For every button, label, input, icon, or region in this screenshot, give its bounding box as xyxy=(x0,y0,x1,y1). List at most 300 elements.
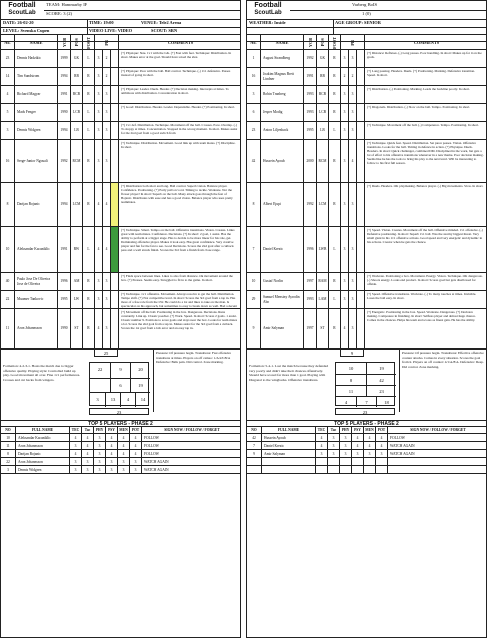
away-team-report-sheet xyxy=(246,0,487,638)
player-pos-cell xyxy=(316,140,328,182)
top5-score-cell xyxy=(363,466,375,473)
player-yob-cell xyxy=(57,86,70,103)
player-r2-cell xyxy=(102,291,110,308)
player-name-cell xyxy=(260,104,303,121)
player-yob: 1994 xyxy=(60,74,68,79)
column-header-comments xyxy=(118,35,242,50)
player-pos: RCB xyxy=(72,92,81,97)
player-name: Paulo Jose De Oliveira Jose de Oliveira xyxy=(17,277,51,286)
player-no: 7 xyxy=(252,247,255,252)
top5-score-cell xyxy=(69,442,81,449)
top5-score-cell xyxy=(351,466,363,473)
player-comment: (+) Technique. 1v1 offensive. Movement. Always resolve to get the ball. Distribution. Tempo shift. (+) Not competitive level. In short: Scores the 3rd goal from a tap in. Has more of a free role from the LW. He could do a lot and likes to take on the man. Is spectacular on his approach, but sometimes to easy to break down as well. Had a decent xyxy=(121,292,237,308)
top5-action-cell xyxy=(141,466,240,473)
top5-score: 3 xyxy=(110,459,113,464)
rating-highlight xyxy=(356,309,364,348)
player-name: Aron Johannsson xyxy=(17,326,42,331)
rating-grid-cell xyxy=(366,363,396,374)
column-header-text: NAME xyxy=(275,40,289,45)
player-yob: 1996 xyxy=(306,247,314,252)
column-header-text: PR xyxy=(104,39,109,46)
player-pos-cell xyxy=(316,227,328,272)
top5-score: 3 xyxy=(98,435,101,440)
rating-highlight xyxy=(110,50,118,67)
rating-highlight xyxy=(110,86,118,103)
player-foot: R xyxy=(87,158,90,163)
player-no: 6 xyxy=(252,110,255,115)
player-pos-cell xyxy=(316,183,328,226)
top5-score: 4 xyxy=(134,451,137,456)
player-comment-cell xyxy=(118,122,240,139)
player-yob: 1992 xyxy=(60,158,68,163)
player-foot-cell xyxy=(82,86,94,103)
top5-score-cell xyxy=(117,450,129,457)
top5-score: 3 xyxy=(74,443,77,448)
rating-grid-value: 13 xyxy=(110,397,116,403)
player-no: 16 xyxy=(5,158,10,163)
player-no-cell xyxy=(247,273,260,290)
top5-score: 3 xyxy=(98,467,101,472)
top5-score-cell xyxy=(105,434,117,441)
player-foot-cell xyxy=(328,227,340,272)
top5-score-cell xyxy=(105,466,117,473)
player-table-header xyxy=(247,34,486,50)
player-pos-cell xyxy=(70,273,82,290)
top5-score: 4 xyxy=(320,435,323,440)
player-foot-cell xyxy=(328,309,340,348)
rating-highlight xyxy=(356,122,364,139)
top5-column-label: FULL NAME xyxy=(31,428,54,432)
player-name: Amir Salyman xyxy=(263,326,285,331)
player-name-cell xyxy=(14,227,57,272)
rating-grid-cell xyxy=(110,378,130,393)
top5-score-cell xyxy=(339,466,351,473)
player-foot: R xyxy=(333,92,336,97)
player-r2-cell xyxy=(102,227,110,272)
top5-score-cell xyxy=(129,434,141,441)
top5-title xyxy=(1,420,240,427)
player-foot: R xyxy=(333,279,336,284)
top5-score-cell xyxy=(375,458,387,465)
column-header-text: No. xyxy=(250,40,257,45)
date-label: DATE: 26-02-20 xyxy=(3,20,34,25)
player-name: Tim Sundstrom xyxy=(17,74,40,79)
player-r1-cell xyxy=(94,122,102,139)
player-comment-cell xyxy=(118,273,240,290)
player-r1-cell xyxy=(340,273,348,290)
player-pos: LCM xyxy=(72,202,81,207)
player-r1-cell xyxy=(340,291,348,308)
rating-grid-cell xyxy=(105,392,120,407)
column-header-yob xyxy=(303,35,316,50)
top5-column-label: MEN xyxy=(119,428,128,432)
top5-score-cell xyxy=(129,466,141,473)
top5-score: 4 xyxy=(134,443,137,448)
player-no-cell xyxy=(247,104,260,121)
top5-column-label: Tac xyxy=(84,428,91,432)
top5-score: 3 xyxy=(98,443,101,448)
player-name-cell xyxy=(14,140,57,182)
player-foot-cell xyxy=(82,291,94,308)
player-r1-cell xyxy=(340,140,348,182)
player-no-cell xyxy=(1,183,14,226)
top5-name-cell xyxy=(15,442,69,449)
rating-grid-value: 19 xyxy=(138,382,143,388)
pressing-notes xyxy=(399,350,487,412)
player-yob: 1994 xyxy=(60,202,68,207)
player-foot: L xyxy=(87,247,90,252)
top5-action-cell xyxy=(141,434,240,441)
rating-grid-cell xyxy=(130,363,150,378)
top5-score-cell xyxy=(375,466,387,473)
video-label: VIDEO LIVE: VIDEO xyxy=(89,28,133,33)
player-no: 1 xyxy=(252,56,255,61)
rating-highlight xyxy=(110,309,118,348)
top5-no-cell xyxy=(1,458,15,465)
rating-grid-value: 14 xyxy=(140,397,146,403)
player-foot-cell xyxy=(328,50,340,67)
top5-score: 3 xyxy=(344,443,347,448)
player-r1-cell xyxy=(94,50,102,67)
player-yob: 1990 xyxy=(60,326,68,331)
top5-column-header xyxy=(15,427,69,433)
player-r2: 2 xyxy=(105,74,108,79)
top5-row xyxy=(1,466,240,474)
player-r2-cell xyxy=(348,140,356,182)
top5-score-cell xyxy=(69,434,81,441)
rating-highlight xyxy=(110,68,118,85)
top5-score-cell xyxy=(315,442,327,449)
player-r2: 3 xyxy=(105,326,108,331)
top5-column-label: POT xyxy=(131,428,140,432)
column-header-text: POS xyxy=(320,38,325,47)
top5-no: 9 xyxy=(253,451,255,456)
formation-text: Formation: 4-2-3-1. Hosts the match due to bigger offensive quality. Playing style: Controlled build up play. Good movement all over. Fine 1v1 performances. Crosses and cut backs from wingers. xyxy=(3,364,81,382)
player-foot: R xyxy=(87,74,90,79)
top5-score-cell xyxy=(363,442,375,449)
player-no: 11 xyxy=(5,326,10,331)
rating-grid-value: 19 xyxy=(379,366,384,371)
top5-column-header xyxy=(81,427,93,433)
player-comment: (+) Workrate. Positioning a box. Movement. Energy. Vision. Technique. OK dangerous. (-) Shoots energy. Looks end product. In short: Scores goal but gets disallowed for offside. xyxy=(367,274,483,287)
player-no-cell xyxy=(247,227,260,272)
player-foot: R xyxy=(333,74,336,79)
player-r1-cell xyxy=(94,86,102,103)
player-r1-cell xyxy=(340,309,348,348)
top5-action: WATCH AGAIN xyxy=(144,459,169,464)
rating-grid-value: 8 xyxy=(349,378,353,383)
top5-score-cell xyxy=(327,442,339,449)
player-r2-cell xyxy=(348,183,356,226)
player-no-cell xyxy=(1,104,14,121)
player-pos: RW xyxy=(73,247,80,252)
pressing-text: Pressure: Of pressure begin. Transitions: Effective offensive counter attacks. Comes in every situation. Scores the goal from it. Players on off counter: 4/1/A/8/A. Defensive: Deep. Did control. Zone marking. xyxy=(402,351,484,369)
top5-no-cell xyxy=(247,466,261,473)
player-yob-cell xyxy=(57,68,70,85)
player-no: 9 xyxy=(252,326,255,331)
top5-score: 4 xyxy=(134,435,137,440)
rating-grid-cell xyxy=(135,392,150,407)
top5-column-header xyxy=(363,427,375,433)
rating-highlight xyxy=(356,273,364,290)
top5-name-cell xyxy=(261,434,315,441)
player-foot-cell xyxy=(328,183,340,226)
player-no: 3 xyxy=(252,92,255,97)
player-foot: R xyxy=(87,202,90,207)
rating-highlight xyxy=(110,104,118,121)
player-name-cell xyxy=(14,86,57,103)
top5-score: 3 xyxy=(344,451,347,456)
top5-column-label: SIGN NOW / FOLLOW / FORGET xyxy=(164,428,220,432)
player-r1: 4 xyxy=(97,202,100,207)
top5-name: Aron Johannsson xyxy=(18,459,43,464)
top5-row xyxy=(1,434,240,442)
top5-score: 3 xyxy=(74,467,77,472)
player-r1: 3 xyxy=(343,158,346,163)
top5-column-label: PSY xyxy=(108,428,115,432)
player-name: Dennis Hadzikic xyxy=(17,56,42,61)
top5-no: 10 xyxy=(6,435,10,440)
top5-column-header xyxy=(339,427,351,433)
player-no-cell xyxy=(1,86,14,103)
player-r1-cell xyxy=(94,227,102,272)
player-foot-cell xyxy=(82,104,94,121)
column-header-text: NAME xyxy=(29,40,43,45)
rating-highlight xyxy=(110,140,118,182)
player-name: Hussein Ayoub xyxy=(263,158,285,163)
player-pos-cell xyxy=(70,86,82,103)
top5-no: 3 xyxy=(7,467,9,472)
player-no: 10 xyxy=(251,279,256,284)
player-comment-cell xyxy=(364,86,486,103)
rating-total xyxy=(335,408,395,415)
top5-score: 3 xyxy=(86,467,89,472)
player-comment-cell xyxy=(118,104,240,121)
player-comment: (+) Speed. Offensive transitions. Workrate. (-) To many touches at times. Invisible. Loses the ball easy. In short. xyxy=(367,292,477,301)
player-foot-cell xyxy=(82,273,94,290)
top5-score-cell xyxy=(117,434,129,441)
player-comment-cell xyxy=(364,183,486,226)
player-foot: L xyxy=(87,110,90,115)
player-no-cell xyxy=(247,122,260,139)
player-comment: (+) Speed. Vision. Creates. Movement off the ball. Offensive minded. 1v1 offensive. (-) Defensive positioning. In short: Superb 1v1 ball. Was the stormy biggest threat. Very small giant in his 1v1 offensive actions. Good speed and very energetic and dynamic in his actions. Creator when he gets the chance. xyxy=(367,228,483,245)
player-yob: 1995 xyxy=(60,297,68,302)
column-header-text: COMMENTS xyxy=(167,40,194,45)
player-name-cell xyxy=(260,183,303,226)
player-r1: 4 xyxy=(343,326,346,331)
top5-header xyxy=(247,427,486,434)
player-yob-cell xyxy=(303,122,316,139)
player-r2-cell xyxy=(348,291,356,308)
top5-score-cell xyxy=(339,458,351,465)
top5-score-cell xyxy=(117,442,129,449)
player-r1: 3 xyxy=(97,158,100,163)
top5-score: 4 xyxy=(122,443,125,448)
top5-no-cell xyxy=(247,442,261,449)
top5-score: 4 xyxy=(368,435,371,440)
player-foot-cell xyxy=(328,68,340,85)
player-r1-cell xyxy=(94,140,102,182)
player-foot: R xyxy=(333,110,336,115)
player-comment: (+) Physique: Size. 1v1 with the GK. (+) Feet with feet. Technique: Distribution. In short. Makes error at the goal. Should have saved the shot. xyxy=(121,51,232,60)
top5-score-cell xyxy=(117,458,129,465)
player-pos-cell xyxy=(70,227,82,272)
player-r1-cell xyxy=(94,68,102,85)
player-foot: L xyxy=(87,128,90,133)
player-r1-cell xyxy=(94,104,102,121)
player-row xyxy=(1,309,240,349)
player-r1: 2 xyxy=(343,74,346,79)
rating-highlight xyxy=(356,68,364,85)
player-r2: 3 xyxy=(351,297,354,302)
player-pos: RB xyxy=(74,74,79,79)
top5-score-cell xyxy=(93,450,105,457)
player-comment-cell xyxy=(364,291,486,308)
rating-grid-value: 7 xyxy=(365,400,368,405)
player-yob-cell xyxy=(57,309,70,348)
top5-score-cell xyxy=(363,450,375,457)
top5-score: 3 xyxy=(332,443,335,448)
top5-score-cell xyxy=(315,466,327,473)
top5-name: Dennis Widgren xyxy=(18,467,42,472)
top5-score-cell xyxy=(69,466,81,473)
top5-action-cell xyxy=(141,458,240,465)
player-r1-cell xyxy=(340,227,348,272)
player-name: Anton Liljenback xyxy=(263,128,289,133)
rating-highlight xyxy=(110,122,118,139)
top5-action-cell xyxy=(387,466,486,473)
top5-score: 4 xyxy=(122,451,125,456)
player-comment: (+) Movement off the ball. Positioning in the box. Dangerous. Decisions. Runs constantly. Link up. Classic poacher. (+) Work. Speed. In short: Scores 2 goals. 1 assist. Classic number 9. Positions to score goals and stays near the box. Looks for team mates a lot. Scores the 2nd goal from a tap in. Makes assist for the 3rd goal from a cutback. Scores the 1st goal from a GK error and an easy tap in. xyxy=(121,310,238,331)
rating-highlight xyxy=(110,183,118,226)
top5-row xyxy=(1,458,240,466)
top5-column-label: FULL NAME xyxy=(277,428,300,432)
rating-highlight xyxy=(110,227,118,272)
top5-score-cell xyxy=(351,458,363,465)
player-name: Gustaf Norlin xyxy=(263,279,283,284)
top5-score-cell xyxy=(363,458,375,465)
top5-name-cell xyxy=(261,466,315,473)
player-comment: (+) Technique. Movement off the ball. (-) Competence. Tempo. Positioning. In short. xyxy=(367,123,479,127)
player-pos-cell xyxy=(70,104,82,121)
top5-action-cell xyxy=(387,458,486,465)
player-r1-cell xyxy=(94,291,102,308)
match-info-grid xyxy=(290,1,486,19)
player-r2-cell xyxy=(102,140,110,182)
rating-grid-value: 20 xyxy=(138,367,143,372)
player-yob-cell xyxy=(303,309,316,348)
column-header-pos xyxy=(70,35,82,50)
player-name-cell xyxy=(14,50,57,67)
top5-score: 4 xyxy=(74,451,77,456)
top5-no: 11 xyxy=(6,443,10,448)
player-comment-cell xyxy=(118,140,240,182)
top5-header xyxy=(1,427,240,434)
player-r1-cell xyxy=(340,183,348,226)
top5-action-cell xyxy=(387,442,486,449)
player-no-cell xyxy=(247,86,260,103)
player-foot: R xyxy=(87,92,90,97)
player-name-cell xyxy=(260,227,303,272)
player-name-cell xyxy=(260,140,303,182)
top5-no-cell xyxy=(1,442,15,449)
column-header-foot xyxy=(82,35,94,50)
top5-score: 3 xyxy=(122,459,125,464)
player-no-cell xyxy=(1,50,14,67)
player-name: Robin Tranberg xyxy=(263,92,286,97)
top5-score: 4 xyxy=(110,451,113,456)
player-no-cell xyxy=(1,227,14,272)
top5-column-header xyxy=(387,427,487,433)
player-yob: 1997 xyxy=(306,279,314,284)
player-r2: 3 xyxy=(351,247,354,252)
top5-score-cell xyxy=(81,434,93,441)
player-comment: (+) Good: Distribution. Header. Leader. Dependable. Header. (+) Positioning. In short. xyxy=(121,105,236,109)
player-no: 42 xyxy=(251,158,256,163)
top5-column-label: PHY xyxy=(341,428,350,432)
player-yob-cell xyxy=(57,227,70,272)
player-r2-cell xyxy=(348,273,356,290)
rating-grid-value: 6 xyxy=(119,382,122,388)
player-no-cell xyxy=(247,183,260,226)
top5-score-cell xyxy=(105,458,117,465)
player-yob-cell xyxy=(57,291,70,308)
player-no: 23 xyxy=(5,56,10,61)
player-comment: (+) Distribution both short and long. Ball control. Superb vision. Balance player. Confidence. Positioning. (+) Early pull on vord. Timing to tackle. Workrate. Not the flower player! In short: Superb on the ball. Many attack goes through the feet of Bojanic. Distributes with ease and has a good vision. Balance player who uses pretty teammates. xyxy=(121,184,233,205)
player-row xyxy=(247,122,486,140)
player-foot-cell xyxy=(82,50,94,67)
rating-grid-cell xyxy=(90,378,110,393)
player-foot-cell xyxy=(328,104,340,121)
player-r2: 3 xyxy=(351,92,354,97)
player-foot-cell xyxy=(328,122,340,139)
player-r1-cell xyxy=(340,68,348,85)
top5-column-header xyxy=(315,427,327,433)
player-r1: 3 xyxy=(97,110,100,115)
player-comment: (+) Distance: Reflexes. (-) Long passes. Poor handling. In short: Makes up for it on the goals. xyxy=(367,51,482,60)
player-r2: 3 xyxy=(105,158,108,163)
player-r1: 3 xyxy=(97,297,100,302)
player-pos-cell xyxy=(70,140,82,182)
player-name: Albert Ejupi xyxy=(263,202,281,207)
player-comment: (+) Technique. Quick feet. Speed. Distribution. Set piece passes. Vision. Offensive transitions. Looks for the ball. Timing in defence in action. (+) Physique. Duels. Headers. In short: Quick challenger, combined DM. Disciplined in the work, but gets a lot of effort to his offensive transitions whenever in a new theme. Poor decision making. Seems like he has the tools to bring his play to the next level. Will be interesting to follow to his first full season. xyxy=(367,141,484,166)
player-yob-cell xyxy=(303,227,316,272)
top5-score: 4 xyxy=(356,435,359,440)
player-r2: 3 xyxy=(105,128,108,133)
player-r1: 4 xyxy=(97,247,100,252)
top5-column-header xyxy=(93,427,105,433)
player-r2: 4 xyxy=(351,158,354,163)
player-foot: R xyxy=(333,158,336,163)
top5-score-cell xyxy=(81,458,93,465)
player-yob-cell xyxy=(303,50,316,67)
player-name-cell xyxy=(14,273,57,290)
player-name-cell xyxy=(260,273,303,290)
top5-title xyxy=(247,420,486,427)
player-no: 23 xyxy=(251,128,256,133)
player-foot: R xyxy=(87,297,90,302)
top5-score-cell xyxy=(339,442,351,449)
player-foot: L xyxy=(87,56,90,61)
player-r1: 3 xyxy=(343,297,346,302)
player-no-cell xyxy=(1,309,14,348)
top5-action: WATCH AGAIN xyxy=(390,443,415,448)
player-pos: LCB xyxy=(73,110,80,115)
top5-column-header xyxy=(261,427,315,433)
top5-column-header xyxy=(1,427,15,433)
team-label: TEAM: Hammarby IF xyxy=(46,2,88,7)
rating-average xyxy=(340,350,364,357)
